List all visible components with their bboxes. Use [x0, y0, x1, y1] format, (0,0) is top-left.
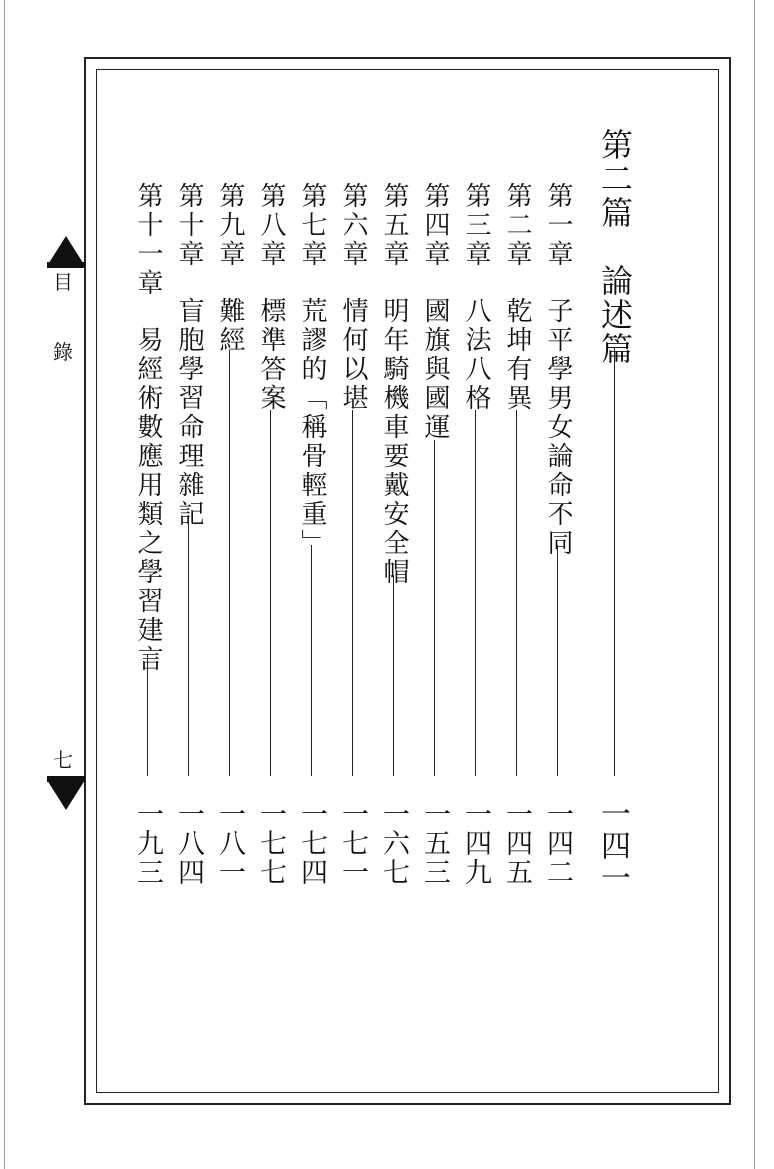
chapter-title: 標準答案 [256, 297, 286, 413]
chapter-entry-1[interactable] [543, 182, 573, 558]
chapter-title: 情何以堪 [338, 297, 368, 413]
leader-line-3 [475, 410, 476, 776]
binding-line-right [754, 0, 755, 1169]
chapter-number: 第三章 [461, 182, 491, 269]
chapter-title: 荒謬的「稱骨輕重」 [297, 297, 327, 558]
chapter-title: 盲胞學習命理雜記 [174, 297, 204, 529]
chapter-entry-9[interactable] [215, 182, 245, 355]
section-leader-line [614, 348, 615, 776]
chapter-page-number: 一五三 [419, 800, 450, 887]
chapter-page-number: 一六七 [378, 800, 409, 887]
chapter-number: 第八章 [256, 182, 286, 269]
chapter-page-number: 一四九 [460, 800, 491, 887]
chapter-entry-8[interactable] [256, 182, 286, 413]
margin-tab-top-bar [47, 262, 85, 268]
chapter-entry-6[interactable] [338, 182, 368, 413]
chapter-page-number: 一四五 [501, 800, 532, 887]
chapter-number: 第七章 [297, 182, 327, 269]
leader-line-4 [434, 440, 435, 776]
leader-line-7 [311, 545, 312, 776]
chapter-number: 第十一章 [133, 182, 163, 298]
chapter-page-number: 一七四 [296, 800, 327, 887]
leader-line-10 [188, 520, 189, 776]
margin-page-number: 七 [53, 748, 73, 772]
chapter-title: 明年騎機車要戴安全帽 [379, 297, 409, 587]
margin-label-bottom: 錄 [53, 340, 73, 364]
chapter-entry-4[interactable] [420, 182, 450, 442]
chapter-title: 難經 [215, 297, 245, 355]
chapter-title: 八法八格 [461, 297, 491, 413]
chapter-number: 第一章 [543, 182, 573, 269]
chapter-page-number: 一七七 [255, 800, 286, 887]
section-heading [598, 128, 632, 366]
chapter-number: 第十章 [174, 182, 204, 269]
leader-line-6 [352, 410, 353, 776]
chapter-page-number: 一九三 [132, 800, 163, 887]
chapter-entry-5[interactable] [379, 182, 409, 587]
binding-line-left [4, 0, 5, 1169]
chapter-number: 第五章 [379, 182, 409, 269]
chapter-number: 第六章 [338, 182, 368, 269]
chapter-number: 第二章 [502, 182, 532, 269]
leader-line-1 [557, 545, 558, 776]
margin-label-top: 目 [53, 270, 73, 294]
leader-line-9 [229, 350, 230, 776]
chapter-page-number: 一八四 [173, 800, 204, 887]
leader-line-2 [516, 410, 517, 776]
chapter-entry-7[interactable] [297, 182, 327, 558]
leader-line-11 [147, 654, 148, 776]
chapter-title: 易經術數應用類之學習建言 [133, 326, 163, 674]
chapter-page-number: 一七一 [337, 800, 368, 887]
chapter-title: 國旗與國運 [420, 297, 450, 442]
chapter-entry-3[interactable] [461, 182, 491, 413]
chapter-page-number: 一四二 [542, 800, 573, 887]
section-page-number: 一四一 [595, 798, 630, 894]
chapter-entry-2[interactable] [502, 182, 532, 413]
chapter-title: 子平學男女論命不同 [543, 297, 573, 558]
leader-line-5 [393, 575, 394, 776]
margin-tab-bottom-marker [47, 780, 85, 810]
section-part-label: 第二篇 [596, 128, 634, 230]
chapter-title: 乾坤有異 [502, 297, 532, 413]
section-name: 論述篇 [596, 264, 634, 366]
chapter-entry-10[interactable] [174, 182, 204, 529]
chapter-entry-11[interactable] [133, 182, 163, 674]
chapter-page-number: 一八一 [214, 800, 245, 887]
leader-line-8 [270, 410, 271, 776]
chapter-number: 第九章 [215, 182, 245, 269]
chapter-number: 第四章 [420, 182, 450, 269]
